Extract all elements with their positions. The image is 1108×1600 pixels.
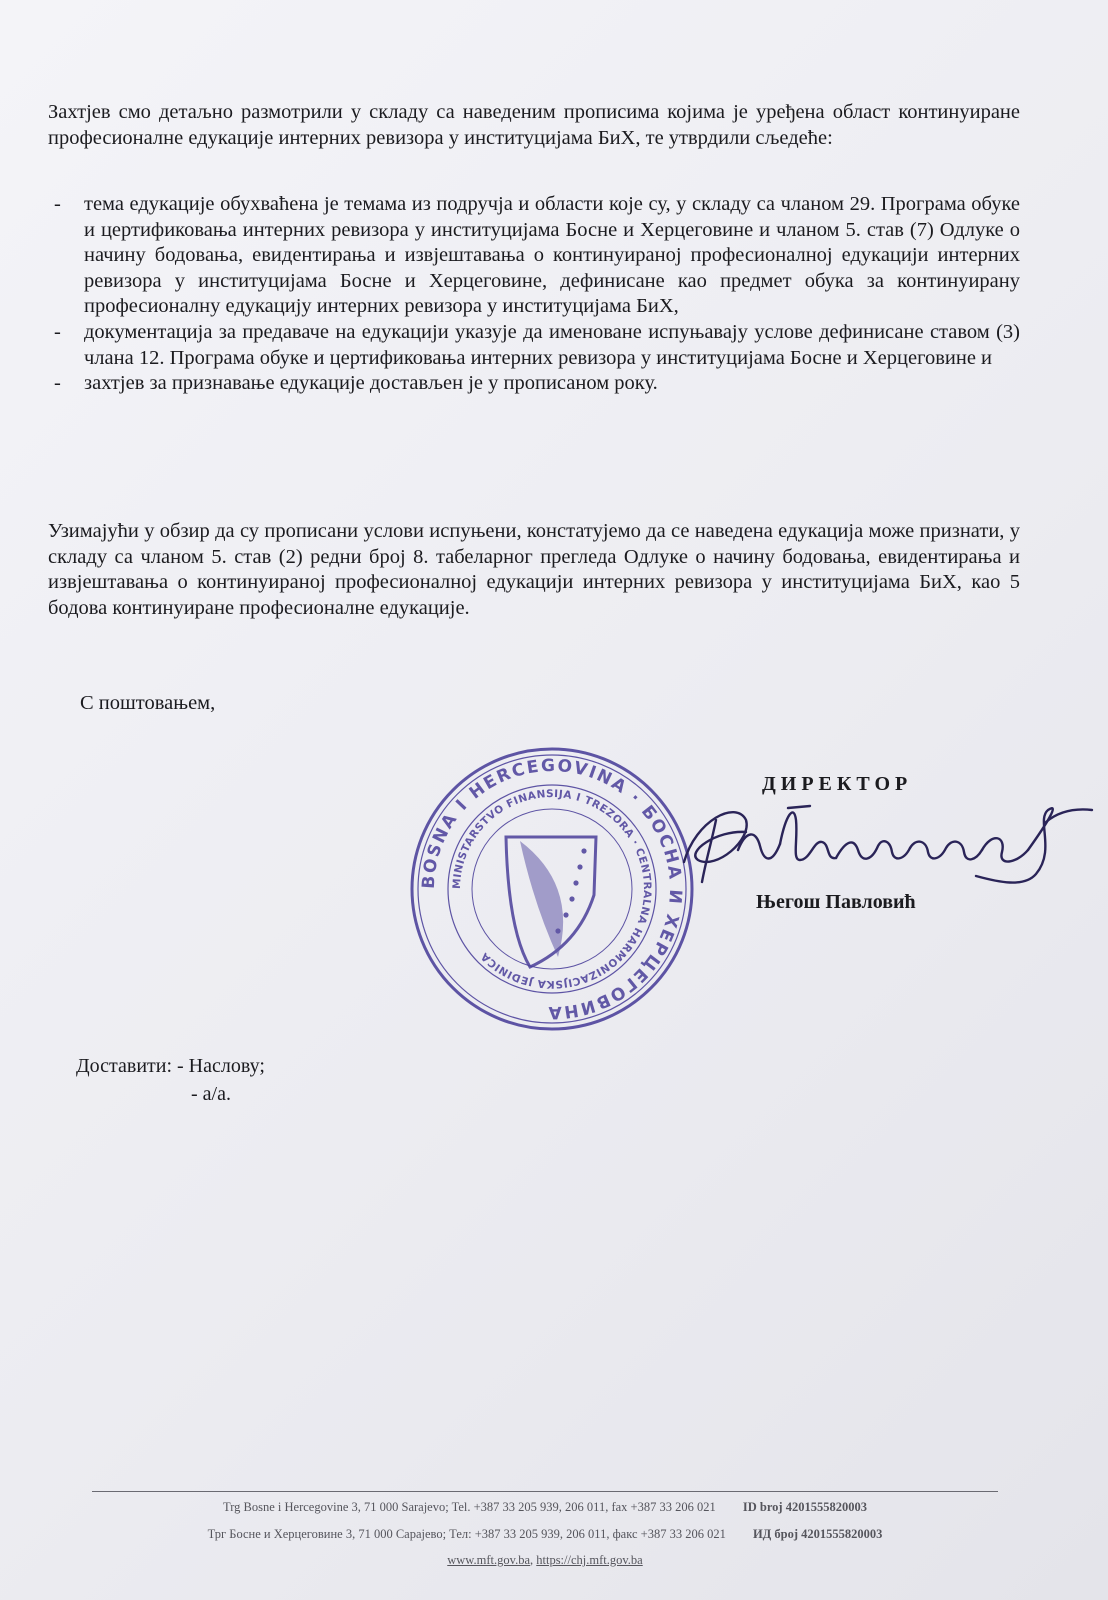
footer-id-cyrillic: ИД број 4201555820003 xyxy=(752,1527,883,1541)
delivery-recipient: Доставити: - Наслову; xyxy=(76,1055,265,1077)
director-title: ДИРЕКТОР xyxy=(762,773,913,795)
footer-divider xyxy=(92,1491,998,1492)
conclusion-paragraph: Узимајући у обзир да су прописани услови испуњени, констатујемо да се наведена едукација може признати, у складу са чланом 5. став (2) редни број 8. табеларног прегледа Одлуке о начину бодовања, евидентирања и извјештавања о континуираној професионалној едукацији интерних ревизора у институцијама БиХ, као 5 бодова континуиране професионалне едукације. xyxy=(48,520,1020,619)
stamp-inner-text: MINISTARSTVO FINANSIJA I TREZORA · CENTRALNA HARMONIZACIJSKA JEDINICA xyxy=(450,787,654,991)
footer-address-latin xyxy=(92,1500,998,1515)
director-name: Његош Павловић xyxy=(756,891,916,913)
finding-item: - документација за предаваче на едукацији указује да именоване испуњавају услове дефинисане ставом (3) члана 12. Програма обуке и цертификовања интерних ревизора у институцијама Босне и Херцеговине и xyxy=(48,320,1020,371)
link-separator: , xyxy=(530,1553,537,1567)
delivery-list xyxy=(76,1052,265,1108)
footer-id-latin: ID broj 4201555820003 xyxy=(742,1500,867,1514)
delivery-archive: - а/а. xyxy=(191,1083,231,1105)
footer-links xyxy=(92,1553,998,1568)
official-stamp xyxy=(408,745,696,1033)
website-link[interactable]: www.mft.gov.ba xyxy=(447,1553,530,1567)
finding-item: - захтјев за признавање едукације достављен је у прописаном року. xyxy=(48,371,1020,397)
footer-address-cyrillic-text: Трг Босне и Херцеговине 3, 71 000 Сарајево; Тел: +387 33 205 939, 206 011, факс +387 33 206 021 xyxy=(207,1527,726,1541)
finding-item: - тема едукације обухваћена је темама из подручја и области које су, у складу са чланом 29. Програма обуке и цертификовања интерних ревизора у институцијама Босне и Херцеговине и чланом 5. став (7) Одлуке о начину бодовања, евидентирања и извјештавања о континуираној професионалној едукацији интерних ревизора у институцијама Босне и Херцеговине, дефинисане као предмет обука за континуирану професионалну едукацију интерних ревизора у институцијама БиХ, xyxy=(48,192,1020,320)
stamp-outer-text: BOSNA I HERCEGOVINA · БОСНА И ХЕРЦЕГОВИНА xyxy=(418,755,686,1023)
intro-paragraph: Захтјев смо детаљно размотрили у складу са наведеним прописима којима је уређена област континуиране професионалне едукације интерних ревизора у институцијама БиХ, те утврдили сљедеће: xyxy=(48,101,1020,149)
chj-website-link[interactable]: https://chj.mft.gov.ba xyxy=(536,1553,643,1567)
findings-list xyxy=(48,192,1020,397)
greeting: С поштовањем, xyxy=(80,692,216,714)
footer-address-latin-text: Trg Bosne i Hercegovine 3, 71 000 Sarajevo; Tel. +387 33 205 939, 206 011, fax +387 33 206 021 xyxy=(223,1500,716,1514)
footer-address-cyrillic xyxy=(92,1527,998,1542)
